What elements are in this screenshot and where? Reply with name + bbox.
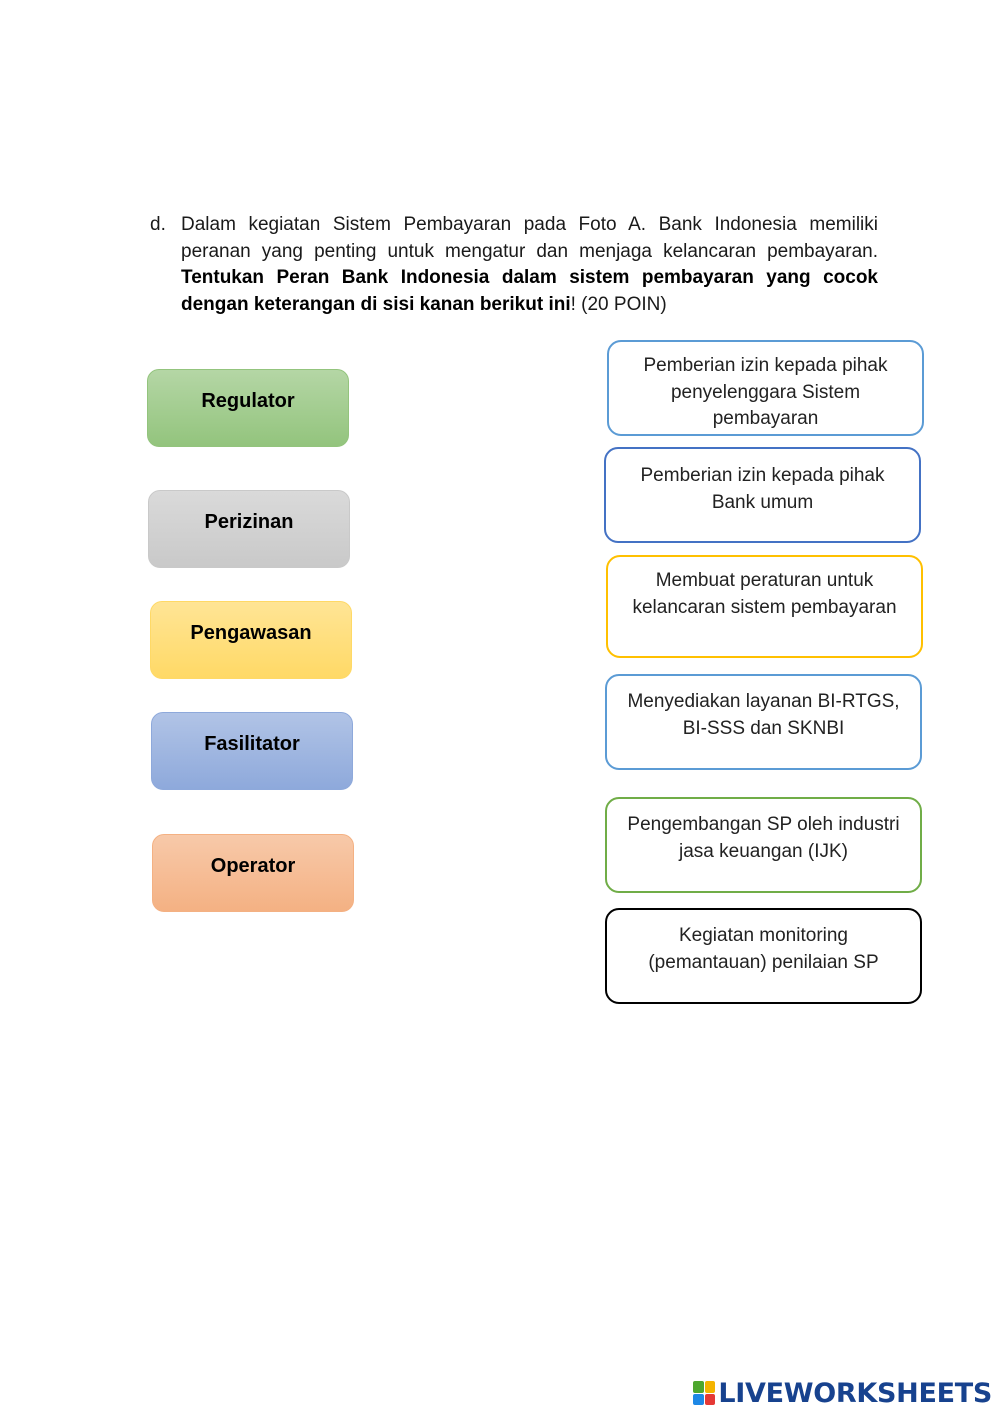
role-regulator[interactable]	[147, 369, 349, 447]
role-label: Fasilitator	[204, 733, 300, 755]
role-label: Regulator	[201, 390, 295, 412]
role-label: Operator	[210, 855, 296, 877]
description-box-layanan[interactable]	[605, 674, 922, 770]
description-box-monitoring[interactable]	[605, 908, 922, 1004]
description-text: Membuat peraturan untuk kelancaran sistem pembayaran	[632, 570, 897, 618]
role-operator[interactable]	[152, 834, 354, 912]
role-pengawasan[interactable]	[150, 601, 352, 679]
question-letter: d.	[150, 214, 166, 235]
question-intro: Dalam kegiatan Sistem Pembayaran pada Foto A. Bank Indonesia memiliki peranan yang penting untuk mengatur dan menjaga kelancaran pembayaran.	[181, 214, 878, 262]
description-text: Pemberian izin kepada pihak Bank umum	[640, 465, 885, 513]
role-fasilitator[interactable]	[151, 712, 353, 790]
logo-mark-icon	[693, 1381, 715, 1405]
question-instruction: Tentukan Peran Bank Indonesia dalam sistem pembayaran yang cocok dengan keterangan di sisi kanan berikut ini	[181, 267, 878, 315]
description-text: Menyediakan layanan BI-RTGS, BI-SSS dan SKNBI	[627, 691, 900, 739]
role-perizinan[interactable]	[148, 490, 350, 568]
question-text	[181, 212, 878, 318]
liveworksheets-logo	[693, 1377, 992, 1409]
role-label: Perizinan	[204, 511, 294, 533]
description-box-pengembangan[interactable]	[605, 797, 922, 893]
question-points: ! (20 POIN)	[570, 293, 667, 315]
description-box-penyelenggara[interactable]	[607, 340, 924, 436]
description-box-bank-umum[interactable]	[604, 447, 921, 543]
description-text: Pengembangan SP oleh industri jasa keuangan (IJK)	[627, 814, 900, 862]
role-label: Pengawasan	[190, 622, 312, 644]
question	[150, 212, 878, 318]
description-box-peraturan[interactable]	[606, 555, 923, 658]
description-text: Kegiatan monitoring (pemantauan) penilaian SP	[648, 925, 879, 973]
description-text: Pemberian izin kepada pihak penyelenggara Sistem pembayaran	[643, 355, 888, 429]
logo-text: LIVEWORKSHEETS	[718, 1377, 992, 1409]
